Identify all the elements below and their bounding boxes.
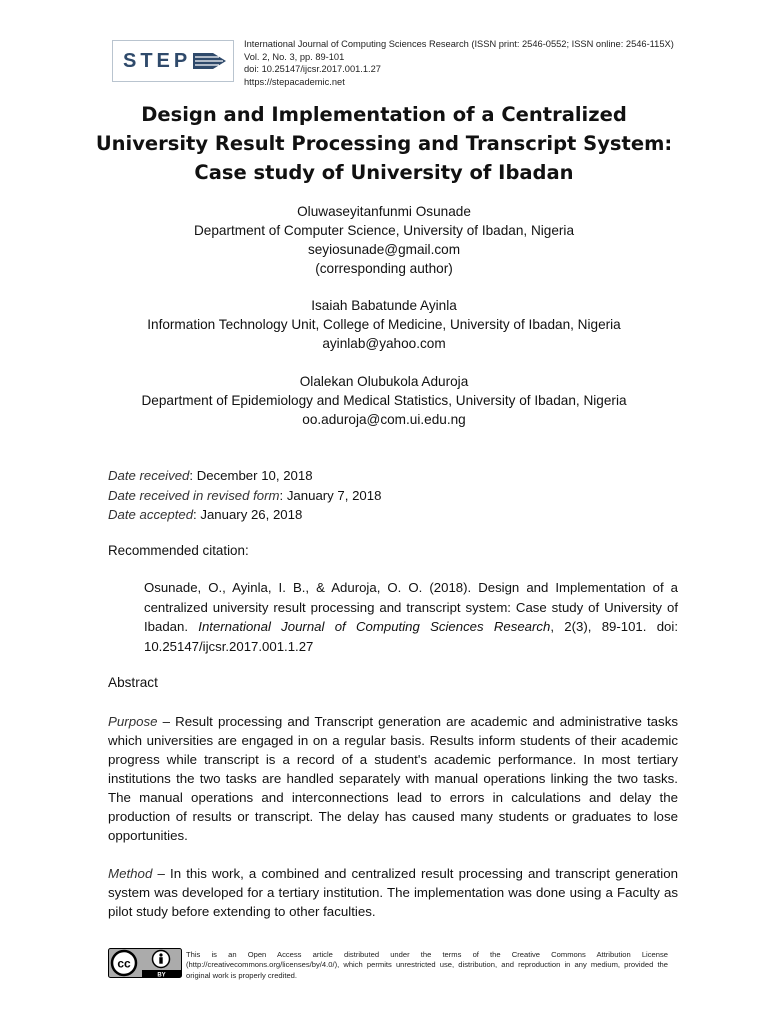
cc-by-badge (108, 948, 182, 978)
logo-text: STEP (123, 49, 192, 72)
journal-info (244, 38, 684, 88)
author-note: (corresponding author) (315, 261, 453, 276)
author-block-1 (60, 202, 708, 278)
author-block-2 (60, 296, 708, 353)
date-received: Date received: December 10, 2018 (108, 468, 313, 483)
citation-text: Osunade, O., Ayinla, I. B., & Aduroja, O. O. (2018). Design and Implementation of a centralized university result processing and transcript system: Case study of University of Ibadan. International Journal of Computing Sciences Research, 2(3), 89-101. doi: 10.25147/ijcsr.2017.001.1.27 (144, 580, 678, 654)
license-text: This is an Open Access article distributed under the terms of the Creative Commons Attribution License (http://creativecommons.org/licenses/by/4.0/), which permits unrestricted use, distribution, and reproduction in any medium, provided the original work is properly credited. (186, 950, 668, 980)
person-icon (159, 953, 162, 956)
arrow-icon (193, 50, 227, 72)
url-line: https://stepacademic.net (244, 76, 345, 87)
doi-line: doi: 10.25147/ijcsr.2017.001.1.27 (244, 64, 381, 74)
abstract-heading: Abstract (108, 675, 158, 690)
author-name: Oluwaseyitanfunmi Osunade (297, 204, 471, 219)
date-accepted: Date accepted: January 26, 2018 (108, 507, 303, 522)
author-email: ayinlab@yahoo.com (322, 336, 446, 351)
date-revised: Date received in revised form: January 7, 2018 (108, 487, 382, 503)
author-affiliation: Department of Computer Science, University of Ibadan, Nigeria (193, 223, 575, 238)
by-label: BY (157, 972, 166, 978)
volume-line: Vol. 2, No. 3, pp. 89-101 (244, 51, 345, 62)
step-logo (112, 40, 234, 82)
cc-icon: cc (117, 956, 131, 971)
author-affiliation: Information Technology Unit, College of Medicine, University of Ibadan, Nigeria (147, 317, 621, 332)
author-block-3 (60, 372, 708, 429)
author-email: seyiosunade@gmail.com (307, 242, 461, 257)
dates-block (108, 466, 381, 525)
author-affiliation: Department of Epidemiology and Medical Statistics, University of Ibadan, Nigeria (141, 393, 627, 408)
author-name: Isaiah Babatunde Ayinla (311, 298, 457, 313)
author-name: Olalekan Olubukola Aduroja (299, 374, 469, 389)
author-email: oo.aduroja@com.ui.edu.ng (302, 412, 466, 427)
method-paragraph: Method – In this work, a combined and centralized result processing and transcript generation system was developed for a tertiary institution. The implementation was done using a Faculty as pilot study before extending to other faculties. (108, 866, 678, 919)
purpose-paragraph: Purpose – Result processing and Transcript generation are academic and administrative tasks which universities are engaged in on a regular basis. Results inform students of their academic progress while transcript is a record of a student's academic performance. In most tertiary institutions the two tasks are handled separately with manual operations linking the two tasks. The manual operations and interconnections lead to errors in calculations and delay the production of results or transcript. The delay has caused many students or graduates to lose opportunities. (108, 714, 678, 843)
journal-line: International Journal of Computing Sciences Research (ISSN print: 2546-0552; ISSN online: 2546-115X) (244, 39, 674, 49)
paper-title: Design and Implementation of a Centralized University Result Processing and Transcript System: Case study of University of Ibadan (95, 103, 673, 184)
citation-heading: Recommended citation: (108, 543, 249, 558)
